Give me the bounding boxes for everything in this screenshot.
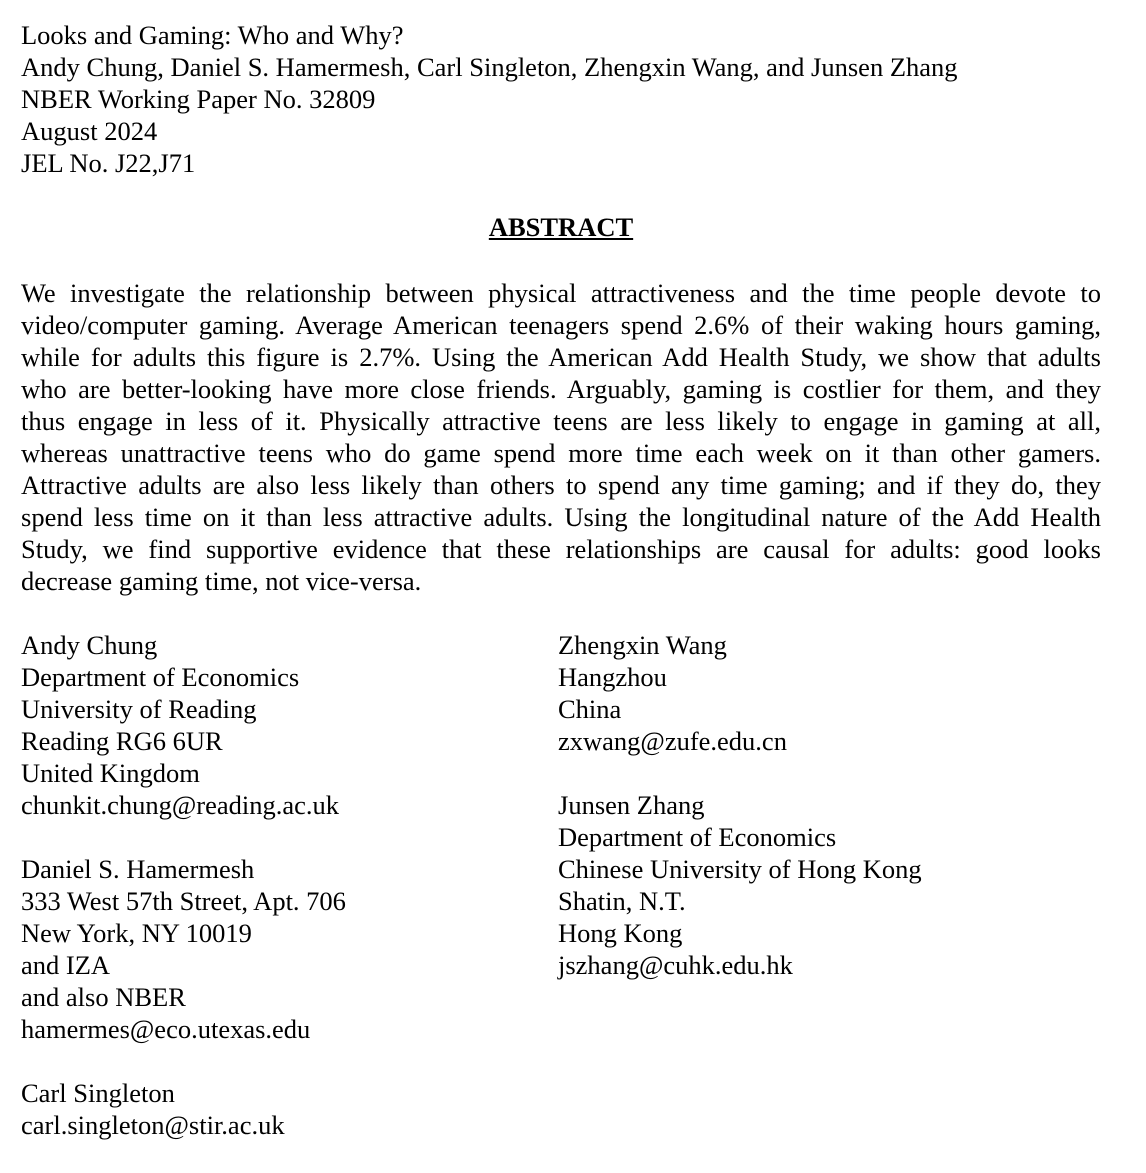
abstract-line: who are better-looking have more close friends. Arguably, gaming is costlier for them, and they: [21, 374, 1101, 404]
abstract-line: thus engage in less of it. Physically attractive teens are less likely to engage in gaming at all,: [21, 406, 1101, 436]
address-block-zhang: [558, 789, 1078, 981]
abstract-line: video/computer gaming. Average American teenagers spend 2.6% of their waking hours gaming,: [21, 310, 1101, 340]
abstract-line: while for adults this figure is 2.7%. Using the American Add Health Study, we show that adults: [21, 342, 1101, 372]
abstract-line: decrease gaming time, not vice-versa.: [21, 566, 422, 596]
address-line: Reading RG6 6UR: [21, 726, 223, 756]
address-block-chung: [21, 629, 521, 821]
address-line: Hangzhou: [558, 662, 667, 692]
publication-date: August 2024: [21, 116, 158, 146]
address-column-left: [21, 629, 521, 1173]
paper-title: Looks and Gaming: Who and Why?: [21, 20, 404, 50]
abstract-line: Attractive adults are also less likely than others to spend any time gaming; and if they do, they: [21, 470, 1101, 500]
address-block-wang: [558, 629, 1078, 757]
paper-page: [21, 19, 1101, 1140]
author-name: Zhengxin Wang: [558, 630, 727, 660]
abstract-line: We investigate the relationship between physical attractiveness and the time people devote to: [21, 278, 1101, 308]
address-line: Chinese University of Hong Kong: [558, 854, 922, 884]
address-line: United Kingdom: [21, 758, 200, 788]
author-name: Junsen Zhang: [558, 790, 705, 820]
author-email: jszhang@cuhk.edu.hk: [558, 950, 793, 980]
address-line: Shatin, N.T.: [558, 886, 686, 916]
address-line: China: [558, 694, 622, 724]
address-line: Department of Economics: [21, 662, 300, 692]
address-line: Hong Kong: [558, 918, 683, 948]
abstract-heading: ABSTRACT: [488, 212, 634, 242]
address-line: 333 West 57th Street, Apt. 706: [21, 886, 346, 916]
address-block-singleton: [21, 1077, 521, 1141]
address-line: University of Reading: [21, 694, 257, 724]
address-column-right: [558, 629, 1078, 1013]
author-email: chunkit.chung@reading.ac.uk: [21, 790, 340, 820]
abstract-line: Study, we find supportive evidence that these relationships are causal for adults: good looks: [21, 534, 1101, 564]
address-line: Department of Economics: [558, 822, 837, 852]
abstract-line: spend less time on it than less attractive adults. Using the longitudinal nature of the Add Health: [21, 502, 1101, 532]
working-paper-number: NBER Working Paper No. 32809: [21, 84, 376, 114]
author-name: Daniel S. Hamermesh: [21, 854, 255, 884]
author-email: carl.singleton@stir.ac.uk: [21, 1110, 285, 1140]
address-line: and also NBER: [21, 982, 186, 1012]
address-line: New York, NY 10019: [21, 918, 252, 948]
address-line: and IZA: [21, 950, 111, 980]
author-email: hamermes@eco.utexas.edu: [21, 1014, 311, 1044]
address-block-hamermesh: [21, 853, 521, 1045]
abstract-text: [21, 277, 1101, 597]
paper-header: [21, 19, 1101, 179]
author-name: Carl Singleton: [21, 1078, 175, 1108]
author-list: Andy Chung, Daniel S. Hamermesh, Carl Singleton, Zhengxin Wang, and Junsen Zhang: [21, 52, 958, 82]
author-name: Andy Chung: [21, 630, 158, 660]
abstract-line: whereas unattractive teens who do game spend more time each week on it than other gamers.: [21, 438, 1101, 468]
jel-codes: JEL No. J22,J71: [21, 148, 196, 178]
author-email: zxwang@zufe.edu.cn: [558, 726, 787, 756]
